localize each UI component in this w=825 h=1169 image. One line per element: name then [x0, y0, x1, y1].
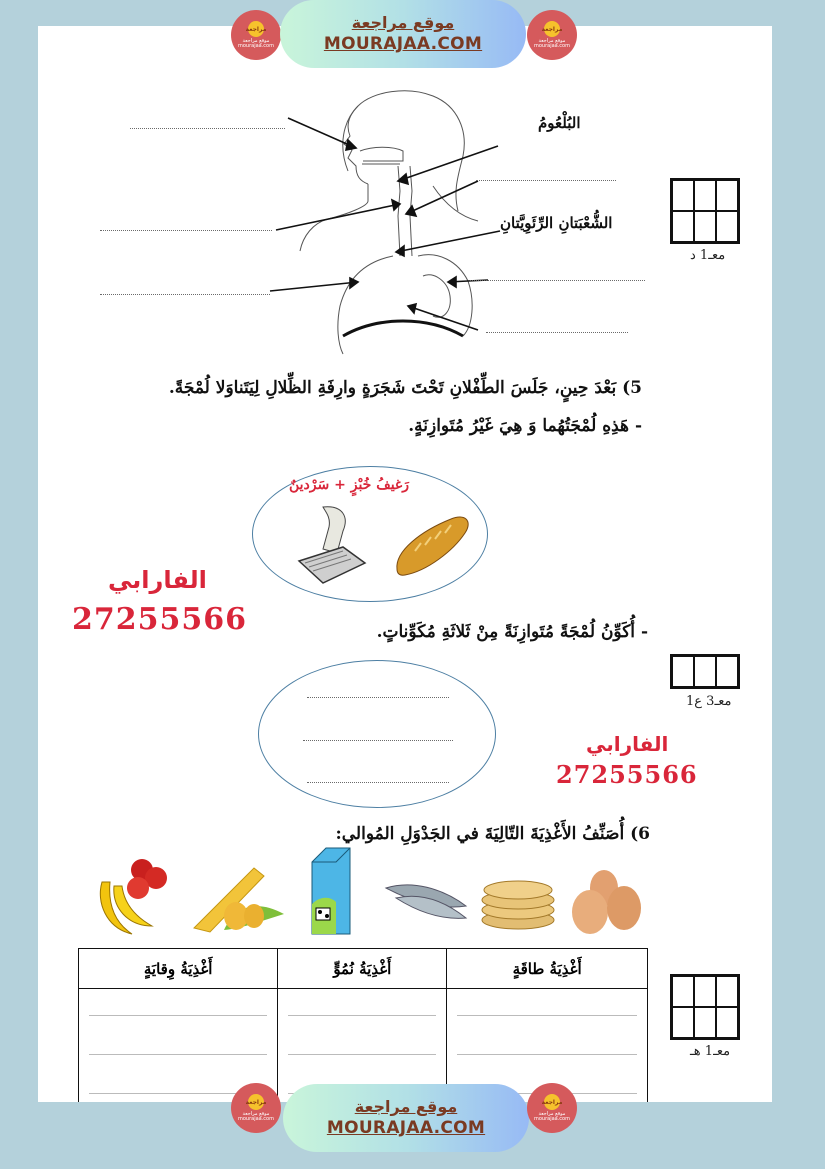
watermark-name-1: الفارابي: [108, 566, 207, 594]
grade-box-d: [670, 178, 740, 244]
banner-site-name[interactable]: MOURAJAA.COM: [323, 34, 483, 54]
corn-icon: [184, 858, 294, 934]
milk-carton-icon: [306, 846, 356, 940]
badge-caption: موقع مراجعة mourajaa.com: [237, 1111, 274, 1122]
grade-caption-3b: معـ3 ع1: [686, 694, 732, 709]
watermark-phone-1: 27255566: [72, 602, 247, 637]
question-5-prompt: 5) بَعْدَ حِينٍ، جَلَسَ الطِّفْلانِ تَحْتَ شَجَرَةٍ وارِفَةِ الظِّلالِ لِيَتَناوَلا لُمْجَةً.: [168, 378, 642, 398]
respiratory-system-diagram: [38, 26, 772, 356]
blank-label-3[interactable]: [100, 230, 272, 231]
book-icon: مراجعة: [544, 21, 560, 37]
snack-answer-line-3[interactable]: [307, 782, 449, 783]
badge-caption: موقع مراجعة mourajaa.com: [533, 38, 570, 49]
header-energy-foods: أَغْذِيَةُ طاقَةٍ: [447, 949, 648, 989]
question-5-statement: - هَذِهِ لُمْجَتُهُما وَ هِيَ غَيْرُ مُتَوازِنَةٍ.: [408, 416, 642, 436]
blank-label-2[interactable]: [476, 180, 616, 181]
logo-badge-right: [527, 10, 577, 60]
unbalanced-snack-ellipse: [252, 466, 488, 602]
badge-caption: موقع مراجعة mourajaa.com: [237, 38, 274, 49]
sardine-can-icon: [293, 503, 373, 593]
blank-label-1[interactable]: [130, 128, 285, 129]
balanced-snack-task: - أُكَوِّنُ لُمْجَةً مُتَوازِنَةً مِنْ ثَلاثَةِ مُكَوِّناتٍ.: [376, 622, 648, 642]
eggs-icon: [568, 868, 648, 938]
grade-box-h: [670, 974, 740, 1040]
food-images-row: [88, 848, 648, 942]
worksheet-page: [38, 26, 772, 1102]
watermark-phone-2: 27255566: [556, 760, 698, 789]
logo-badge-right-bottom: [527, 1083, 577, 1133]
grade-caption-d: معـ1 د: [690, 248, 726, 263]
book-icon: مراجعة: [248, 1094, 264, 1110]
watermark-name-2: الفارابي: [586, 732, 669, 756]
fish-icon: [382, 876, 472, 926]
bread-loaf-icon: [391, 511, 473, 581]
blank-label-6[interactable]: [486, 332, 628, 333]
snack-answer-line-1[interactable]: [307, 697, 449, 698]
site-banner-bottom[interactable]: [283, 1084, 529, 1152]
blank-label-5[interactable]: [470, 280, 645, 281]
site-banner-top[interactable]: [280, 0, 526, 68]
flatbread-icon: [480, 872, 558, 932]
blank-label-4[interactable]: [100, 294, 270, 295]
balanced-snack-ellipse: [258, 660, 496, 808]
logo-badge-left-bottom: [231, 1083, 281, 1133]
banner-arabic-title: موقع مراجعة: [351, 13, 455, 32]
banner-site-name[interactable]: MOURAJAA.COM: [326, 1118, 486, 1138]
book-icon: مراجعة: [544, 1094, 560, 1110]
grade-box-3b: [670, 654, 740, 689]
book-icon: مراجعة: [248, 21, 264, 37]
bananas-tomatoes-icon: [92, 852, 172, 936]
snack-answer-line-2[interactable]: [303, 740, 453, 741]
header-protective-foods: أَغْذِيَةُ وِقايَةٍ: [79, 949, 278, 989]
label-bronchi: الشُّعْبَتانِ الرِّئَوِيَّتانِ: [500, 214, 613, 232]
question-6-prompt: 6) أُصَنِّفُ الأَغْذِيَةَ التّالِيَةَ في الجَدْوَلِ المُوالي:: [335, 824, 650, 844]
header-growth-foods: أَغْذِيَةُ نُمُوٍّ: [278, 949, 447, 989]
label-pharynx: البُلْعُومُ: [538, 114, 581, 132]
grade-caption-h: معـ1 هـ: [690, 1044, 731, 1059]
food-classification-table: [78, 948, 648, 1102]
logo-badge-left: [231, 10, 281, 60]
respiratory-diagram-drawing: [38, 26, 772, 356]
badge-caption: موقع مراجعة mourajaa.com: [533, 1111, 570, 1122]
snack-label: رَغيفُ خُبْزٍ + سَرْدينٌ: [289, 477, 409, 493]
banner-arabic-title: موقع مراجعة: [354, 1097, 458, 1116]
